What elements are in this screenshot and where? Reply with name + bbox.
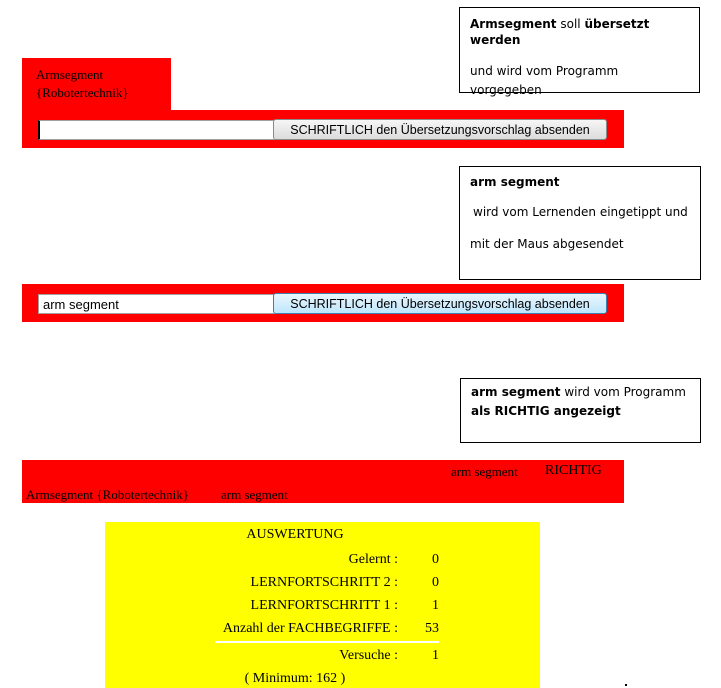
- note-term: Armsegment: [470, 17, 557, 31]
- result-verdict: RICHTIG: [545, 463, 602, 478]
- submit-button[interactable]: SCHRIFTLICH den Übersetzungsvorschlag absenden: [273, 119, 607, 140]
- stat-row: [105, 552, 540, 572]
- evaluation-panel: [105, 522, 540, 688]
- term-label: Armsegment: [36, 67, 104, 82]
- stat-label: Versuche :: [339, 648, 398, 663]
- stat-row: [105, 575, 540, 595]
- note-mid: soll: [560, 17, 581, 31]
- stat-label: Gelernt :: [348, 552, 398, 567]
- stat-value: 1: [432, 648, 439, 663]
- stat-value: 0: [432, 552, 439, 567]
- stat-label: Anzahl der FACHBEGRIFFE :: [222, 621, 398, 636]
- stat-row: [105, 598, 540, 618]
- result-bar: [22, 460, 624, 503]
- result-translation: arm segment: [221, 487, 288, 502]
- note-line: wird vom Lernenden eingetippt und: [473, 205, 688, 219]
- note-line: mit der Maus abgesendet: [470, 237, 624, 251]
- note-term: arm segment: [470, 175, 560, 189]
- translation-input[interactable]: [38, 120, 279, 140]
- stat-label: LERNFORTSCHRITT 2 :: [250, 575, 398, 590]
- translation-input[interactable]: [38, 294, 278, 314]
- stat-value: 0: [432, 575, 439, 590]
- note-step-2: [459, 166, 701, 280]
- note-term: arm segment: [471, 385, 561, 399]
- note-step-3: [460, 378, 701, 443]
- stat-value: 53: [425, 621, 439, 636]
- note-mid: wird vom Programm: [564, 385, 686, 399]
- stat-row: [105, 648, 540, 668]
- stat-label: LERNFORTSCHRITT 1 :: [250, 598, 398, 613]
- input-bar-1: [22, 110, 624, 148]
- result-answer: arm segment: [451, 464, 518, 479]
- note-step-1: [459, 7, 700, 97]
- stat-row: [105, 621, 540, 641]
- input-bar-2: [22, 284, 624, 322]
- term-category: {Robotertechnik}: [36, 85, 129, 100]
- divider: [215, 641, 439, 643]
- stat-value: 1: [432, 598, 439, 613]
- note-line: und wird vom Programm vorgegeben: [470, 64, 619, 97]
- stray-dot: [625, 684, 627, 686]
- evaluation-title: AUSWERTUNG: [246, 527, 344, 542]
- submit-button[interactable]: SCHRIFTLICH den Übersetzungsvorschlag absenden: [273, 293, 607, 314]
- minimum-note: ( Minimum: 162 ): [244, 671, 346, 686]
- note-bold-line: als RICHTIG angezeigt: [471, 404, 621, 418]
- note-bold-tail: übersetzt werden: [470, 17, 650, 47]
- result-source: Armsegment {Robotertechnik}: [26, 487, 190, 502]
- term-tab: [22, 58, 171, 110]
